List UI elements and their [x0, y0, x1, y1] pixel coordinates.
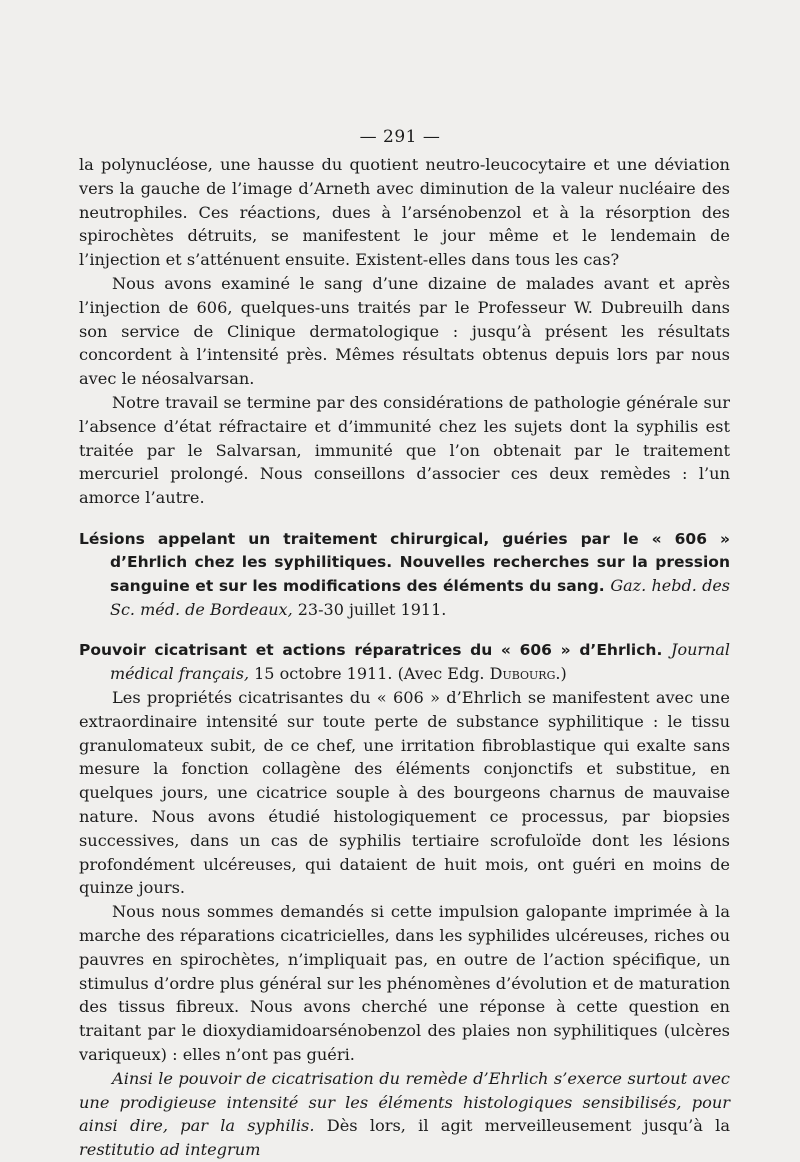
bibliography-entry-2 — [79, 638, 730, 686]
entry-2-date: 15 octobre 1911. (Avec Edg. — [254, 663, 485, 683]
entry-1-date: 23-30 juillet 1911. — [297, 599, 447, 619]
entry-2-title: Pouvoir cicatrisant et actions réparatrices du « 606 » d’Ehrlich. — [79, 640, 663, 659]
entry-2-coauthor: Dubourg — [489, 663, 556, 683]
entry-1-title: Lésions appelant un traitement chirurgical, guéries par le « 606 » d’Ehrlich chez les syphilitiques. Nouvelles recherches sur la pression sanguine et sur les modifications des éléments du sang. — [79, 529, 730, 595]
paragraph-5: Nous nous sommes demandés si cette impulsion galopante imprimée à la marche des réparations cicatricielles, dans les syphilides ulcéreuses, riches ou pauvres en spirochètes, n’impliquait pas, en outre de l’action spécifique, un stimulus d’ordre plus général sur les phénomènes d’évolution et de maturation des tissus fibreux. Nous avons cherché une réponse à cette question en traitant par le dioxydiamidoarsénobenzol des plaies non syphilitiques (ulcères variqueux) : elles n’ont pas guéri. — [79, 902, 730, 1064]
paragraph-3: Notre travail se termine par des considérations de pathologie générale sur l’absence d’état réfractaire et d’immunité chez les sujets dont la syphilis est traitée par le Salvarsan, immunité que l’on obtenait par le traitement mercuriel prolongé. Nous conseillons d’associer ces deux remèdes : l’un amorce l’autre. — [79, 392, 730, 508]
entry-1-journal: Gaz. hebd. des Sc. méd. de Bordeaux, — [110, 575, 730, 619]
paragraph-1: la polynucléose, une hausse du quotient neutro-leucocytaire et une déviation vers la gauche de l’image d’Arneth avec diminution de la valeur nucléaire des neutrophiles. Ces réactions, dues à l’arsénobenzol et à la résorption des spirochètes détruits, se manifestent le jour même et le lendemain de l’injection et s’atténuent ensuite. Existent-elles dans tous les cas? — [79, 155, 730, 270]
paragraph-6 — [79, 1067, 730, 1162]
paragraph-6-roman: Dès lors, il agit merveilleusement jusqu’à la — [314, 1116, 730, 1136]
paragraph-6-latin: restitutio ad integrum — [79, 1140, 261, 1160]
entry-2-date-end: .) — [555, 663, 567, 683]
paragraph-2: Nous avons examiné le sang d’une dizaine de malades avant et après l’injection de 606, quelques-uns traités par le Professeur W. Dubreuilh dans son service de Clinique dermatologique : jusqu’à présent les résultats concordent à l’intensité près. Mêmes résultats obtenus depuis lors par nous avec le néosalvarsan. — [79, 273, 730, 389]
body-text — [79, 153, 730, 1162]
paragraph-6-italic: Ainsi le pouvoir de cicatrisation du remède d’Ehrlich s’exerce surtout avec une prodigieuse intensité sur les éléments histologiques sensibilisés, pour ainsi dire, par la syphilis. — [79, 1068, 730, 1136]
bibliography-entry-1 — [79, 528, 730, 622]
entry-2-journal: Journal médical français, — [110, 639, 730, 683]
page-number: — 291 — — [359, 127, 441, 147]
paragraph-4: Les propriétés cicatrisantes du « 606 » d’Ehrlich se manifestent avec une extraordinaire intensité sur toute perte de substance syphilitique : le tissu granulomateux subit, de ce chef, une irritation fibroblastique qui exalte sans mesure la fonction collagène des éléments conjonctifs et substitue, en quelques jours, une cicatrice souple à des bourgeons charnus de mauvaise nature. Nous avons étudié histologiquement ce processus, par biopsies successives, dans un cas de syphilis tertiaire scrofuloïde dont les lésions profondément ulcéreuses, qui dataient de huit mois, ont guéri en moins de quinze jours. — [79, 687, 730, 898]
